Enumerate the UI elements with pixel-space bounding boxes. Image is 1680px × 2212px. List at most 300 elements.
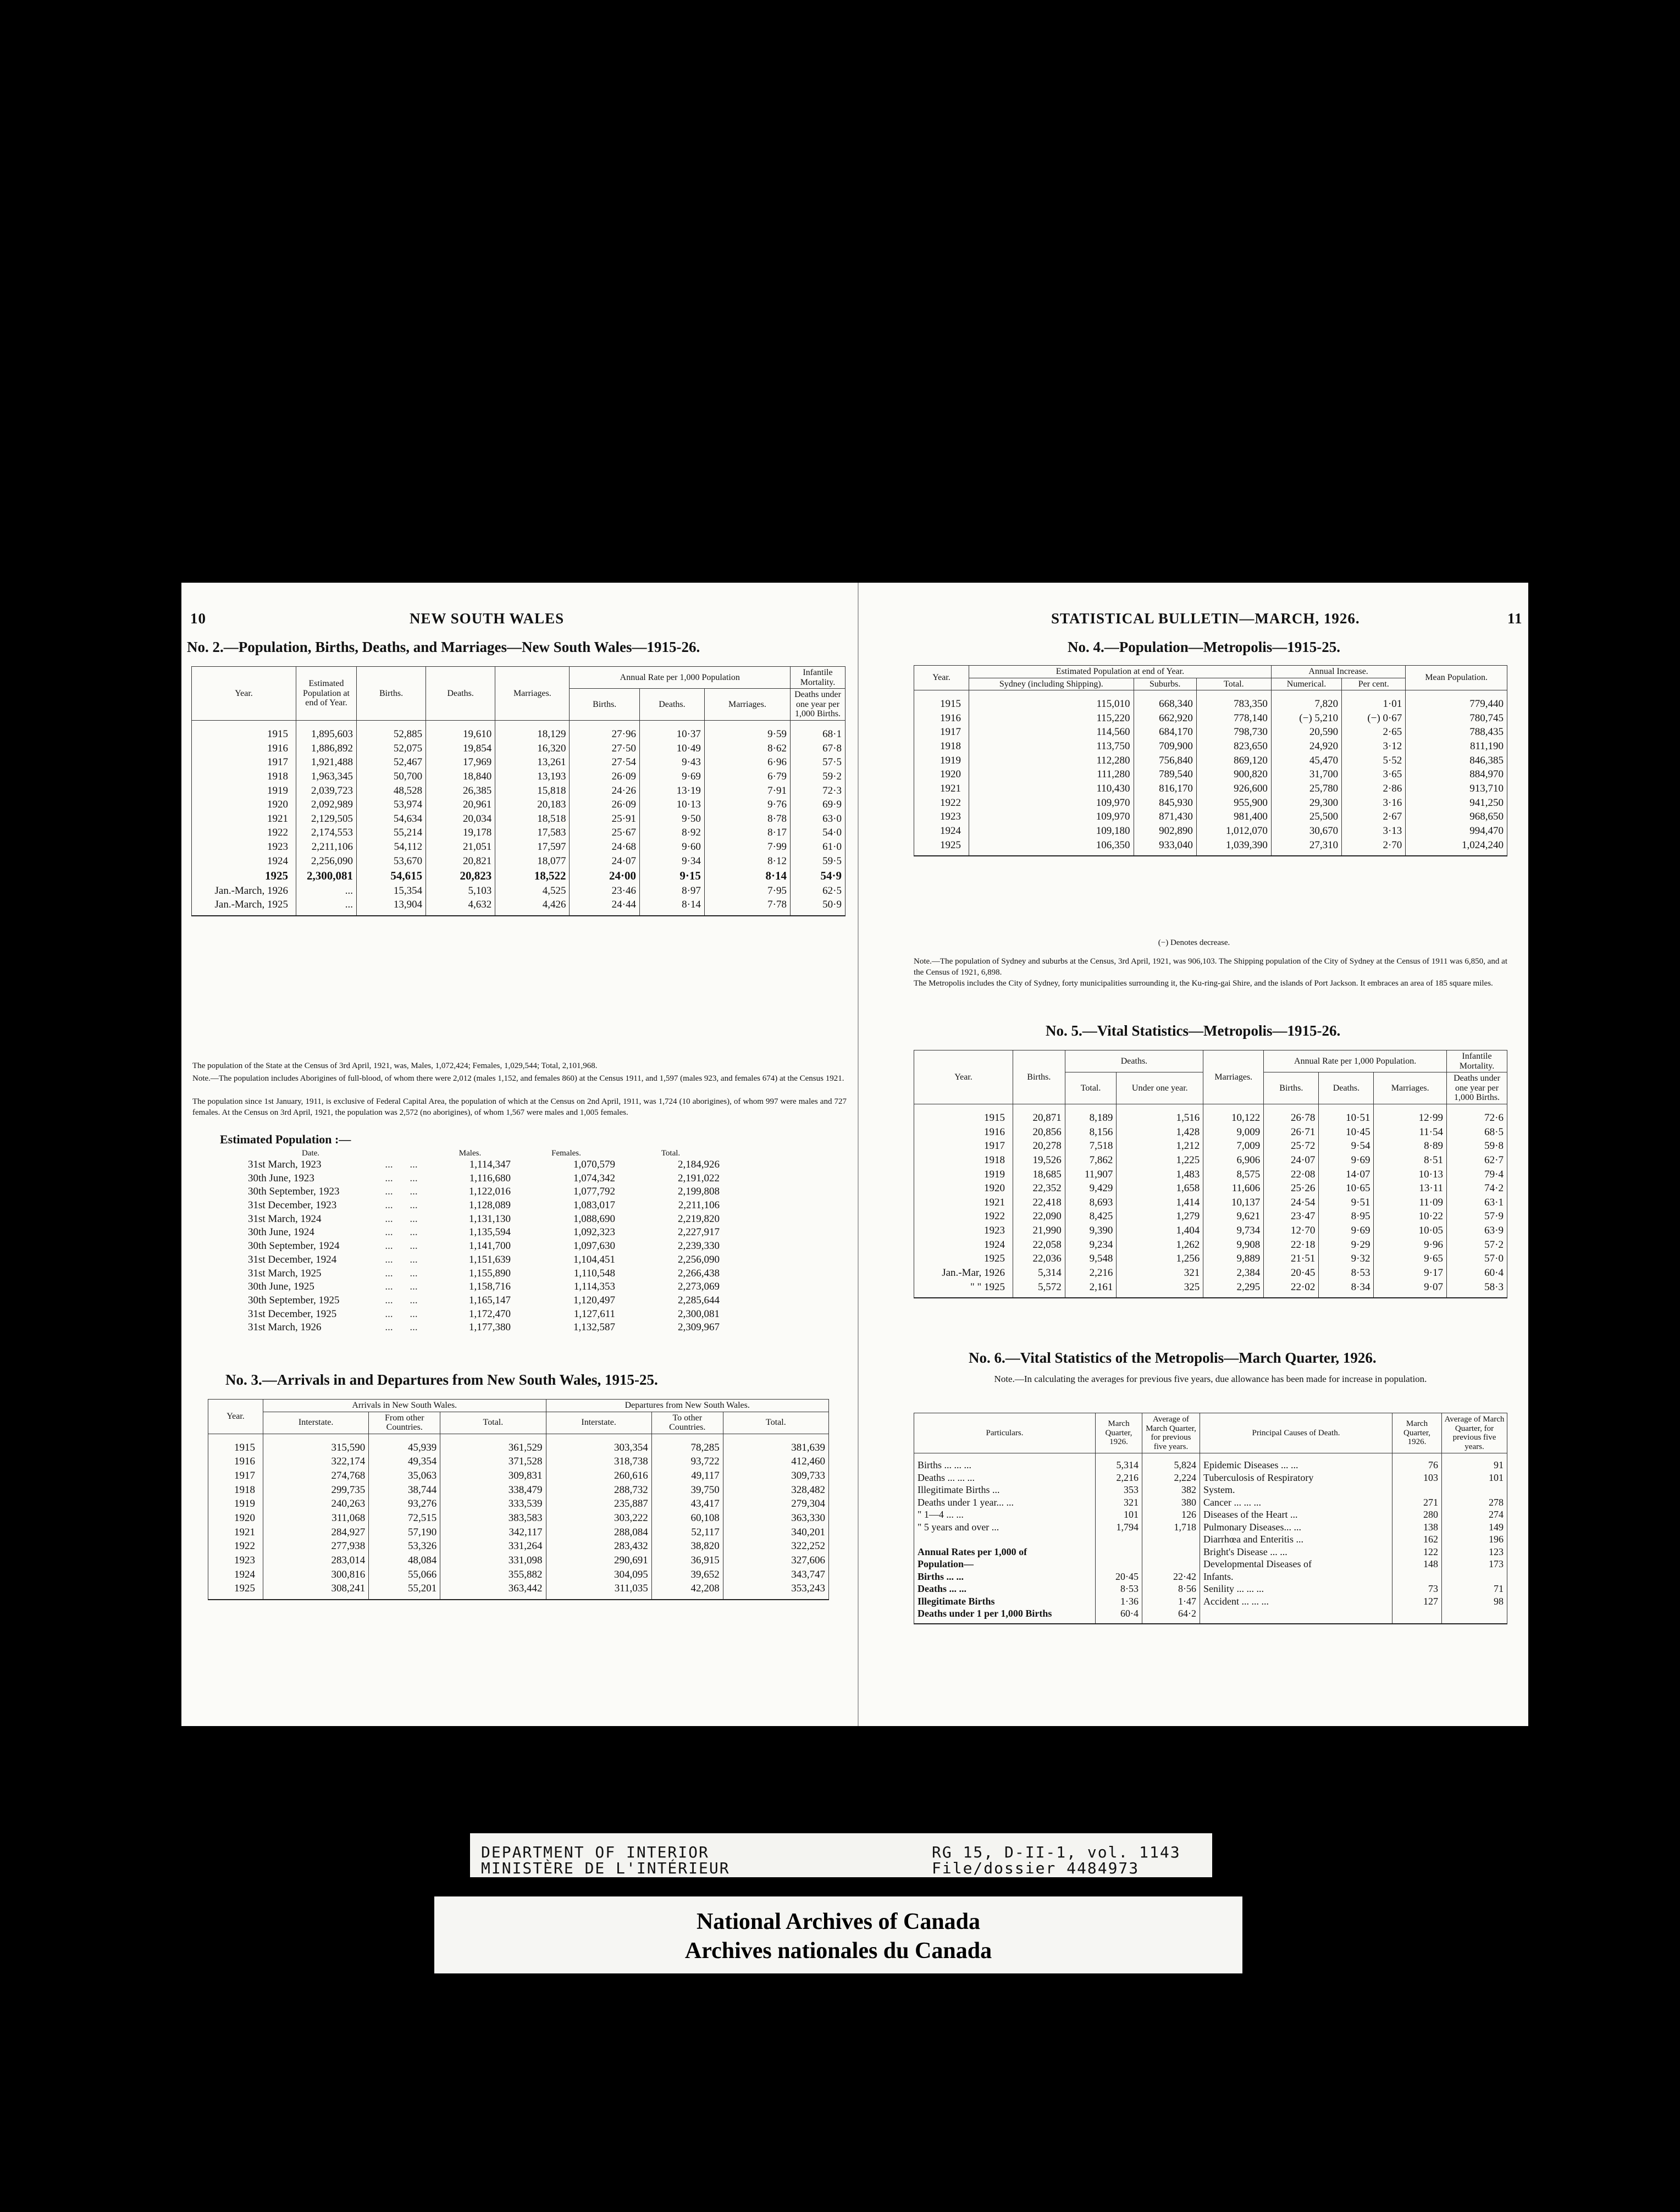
table-cell: 8·89 xyxy=(1374,1139,1447,1153)
table-cell: 50,700 xyxy=(357,770,426,784)
table-cell xyxy=(1200,1607,1392,1624)
archive-label-fr: Archives nationales du Canada xyxy=(684,1938,992,1964)
table-cell: 869,120 xyxy=(1196,754,1271,768)
table-cell: 63·9 xyxy=(1447,1224,1507,1238)
table-cell: 816,170 xyxy=(1134,782,1196,796)
table-cell: 1921 xyxy=(914,782,969,796)
table-cell: 5·52 xyxy=(1342,754,1406,768)
page-number: 11 xyxy=(1507,610,1523,627)
table-cell: ... xyxy=(410,1199,418,1212)
table-row xyxy=(192,784,845,798)
table-cell: 76 xyxy=(1392,1453,1442,1472)
table-cell: 101 xyxy=(1442,1472,1507,1484)
table-cell: 13,904 xyxy=(357,898,426,916)
table-cell: 7·78 xyxy=(704,898,790,916)
col-year: Year. xyxy=(192,667,296,721)
table-cell: 20,871 xyxy=(1013,1104,1065,1125)
table-cell: 31st December, 1924 xyxy=(248,1253,337,1265)
table-cell: 331,264 xyxy=(440,1539,546,1553)
table-cell: ... xyxy=(385,1213,393,1225)
table-cell: 327,606 xyxy=(723,1553,828,1568)
table-cell: Illegitimate Births ... xyxy=(914,1484,1096,1496)
table6 xyxy=(914,1413,1507,1624)
table-cell: 1920 xyxy=(914,1181,1013,1196)
table-cell: 4,632 xyxy=(426,898,495,916)
table-cell: 109,970 xyxy=(969,796,1134,810)
table-row xyxy=(914,824,1507,838)
table-cell: 1915 xyxy=(192,720,296,741)
table-cell: 19,178 xyxy=(426,826,495,840)
table-row xyxy=(914,1252,1507,1266)
table-cell: 994,470 xyxy=(1406,824,1507,838)
table-cell: 2,266,438 xyxy=(678,1267,720,1279)
table-cell: 381,639 xyxy=(723,1434,828,1455)
table-cell: Deaths under 1 per 1,000 Births xyxy=(914,1607,1096,1624)
table-row xyxy=(245,1158,723,1172)
table-cell: 73 xyxy=(1392,1583,1442,1595)
table-cell: 8,693 xyxy=(1065,1196,1117,1210)
table-cell: Jan.-Mar, 1926 xyxy=(914,1266,1013,1280)
table-cell: 9·50 xyxy=(640,812,705,826)
table-cell: 1925 xyxy=(208,1581,263,1600)
col-annual-increase: Annual Increase. xyxy=(1271,666,1405,678)
table-cell: 13·19 xyxy=(640,784,705,798)
page-header xyxy=(864,610,1523,632)
table-cell: 2,224 xyxy=(1142,1472,1200,1484)
table4-title: No. 4.—Population—Metropolis—1915-25. xyxy=(1068,639,1341,655)
table-row xyxy=(208,1497,829,1511)
table-cell: 9,621 xyxy=(1203,1209,1264,1224)
table-cell: 668,340 xyxy=(1134,690,1196,711)
table-cell: 8·14 xyxy=(640,898,705,916)
table-cell: Cancer ... ... ... xyxy=(1200,1496,1392,1509)
table-cell: 933,040 xyxy=(1134,838,1196,856)
table-cell: Deaths ... ... xyxy=(914,1583,1096,1595)
table-cell: 31st March, 1923 xyxy=(248,1159,322,1170)
table-cell: 72·6 xyxy=(1447,1104,1507,1125)
table-cell: 7,518 xyxy=(1065,1139,1117,1153)
table-cell: 8·17 xyxy=(704,826,790,840)
table-cell: 2,384 xyxy=(1203,1266,1264,1280)
table-cell: 1,404 xyxy=(1117,1224,1203,1238)
table-cell: 9·07 xyxy=(1374,1280,1447,1298)
table-cell: 43,417 xyxy=(651,1497,723,1511)
table-cell: 321 xyxy=(1096,1496,1142,1509)
table-cell: 79·4 xyxy=(1447,1168,1507,1182)
table-cell: 811,190 xyxy=(1406,739,1507,754)
table-cell xyxy=(1442,1607,1507,1624)
table-cell: 1921 xyxy=(192,812,296,826)
table-cell: 35,063 xyxy=(369,1469,440,1483)
table-cell: 280 xyxy=(1392,1508,1442,1521)
table-cell: 1,092,323 xyxy=(573,1226,615,1238)
table-cell: 9·69 xyxy=(1319,1224,1374,1238)
table-cell: 1,024,240 xyxy=(1406,838,1507,856)
table-cell: 1918 xyxy=(914,739,969,754)
table-row xyxy=(245,1172,723,1186)
table-cell: 1·36 xyxy=(1096,1595,1142,1608)
table-cell: 6,906 xyxy=(1203,1153,1264,1168)
table-cell: 18,840 xyxy=(426,770,495,784)
table-cell: 288,732 xyxy=(546,1483,651,1497)
table-cell: 779,440 xyxy=(1406,690,1507,711)
table-cell: 1,077,792 xyxy=(573,1186,615,1198)
table-cell: 2,273,069 xyxy=(678,1281,720,1293)
table-cell: 91 xyxy=(1442,1453,1507,1472)
table-cell: 57·9 xyxy=(1447,1209,1507,1224)
table-cell: 114,560 xyxy=(969,725,1134,739)
table-cell: 24·68 xyxy=(570,840,640,854)
table-row xyxy=(192,884,845,898)
table-cell: 18,077 xyxy=(495,854,570,869)
table-cell: 1,128,089 xyxy=(469,1199,511,1212)
table-row xyxy=(914,1209,1507,1224)
table-cell: 25·67 xyxy=(570,826,640,840)
table-cell: 24·07 xyxy=(570,854,640,869)
table-cell: 2·86 xyxy=(1342,782,1406,796)
table-row xyxy=(208,1483,829,1497)
table-row xyxy=(914,1583,1507,1595)
table-cell: 31st March, 1924 xyxy=(248,1213,322,1225)
table-cell: 162 xyxy=(1392,1533,1442,1546)
table-cell xyxy=(1392,1570,1442,1583)
table-cell: 2,211,106 xyxy=(296,840,357,854)
table5-title: No. 5.—Vital Statistics—Metropolis—1915-26. xyxy=(1046,1022,1341,1039)
table-cell: ... xyxy=(410,1172,418,1184)
table-cell: 340,201 xyxy=(723,1525,828,1540)
table-cell: 902,890 xyxy=(1134,824,1196,838)
table-cell: Diarrhœa and Enteritis ... xyxy=(1200,1533,1392,1546)
table-cell: 8·62 xyxy=(704,742,790,756)
table-cell: 2,300,081 xyxy=(296,868,357,883)
table-cell: 25·91 xyxy=(570,812,640,826)
table-cell: 149 xyxy=(1442,1521,1507,1534)
table-cell: 1,083,017 xyxy=(573,1199,615,1212)
col-mean-pop: Mean Population. xyxy=(1406,666,1507,690)
table-cell: 1,104,451 xyxy=(573,1253,615,1265)
table-cell: 22·08 xyxy=(1264,1168,1319,1182)
table-cell: ... xyxy=(385,1253,393,1265)
table4-note-2: The Metropolis includes the City of Sydney, forty municipalities surrounding it, the Ku-ring-gai Shire, and the islands of Port Jackson. It embraces an area of 185 square miles. xyxy=(914,979,1493,988)
table-cell: 1,088,690 xyxy=(573,1213,615,1225)
table-cell: 52,075 xyxy=(357,742,426,756)
table-cell: 322,252 xyxy=(723,1539,828,1553)
table-cell: 1,012,070 xyxy=(1196,824,1271,838)
table-cell: 57·2 xyxy=(1447,1238,1507,1252)
table-cell: 63·0 xyxy=(791,812,845,826)
table-cell: 1924 xyxy=(208,1568,263,1582)
table-cell: 308,241 xyxy=(263,1581,369,1600)
table-cell: 42,208 xyxy=(651,1581,723,1600)
table-cell: ... xyxy=(410,1186,418,1198)
table-cell: 1,135,594 xyxy=(469,1226,511,1238)
table-cell: ... xyxy=(410,1308,418,1320)
table-cell: 23·47 xyxy=(1264,1209,1319,1224)
table-cell: 115,010 xyxy=(969,690,1134,711)
table-cell: 1919 xyxy=(914,754,969,768)
table-cell: 2,256,090 xyxy=(678,1253,720,1265)
table-cell: 1,158,716 xyxy=(469,1281,511,1293)
table-cell: 10·22 xyxy=(1374,1209,1447,1224)
table-cell: 36,915 xyxy=(651,1553,723,1568)
table-cell: 1,212 xyxy=(1117,1139,1203,1153)
table-cell: 12·70 xyxy=(1264,1224,1319,1238)
table-cell: 1,074,342 xyxy=(573,1172,615,1184)
table-row xyxy=(914,1496,1507,1509)
table-cell: 148 xyxy=(1392,1558,1442,1570)
table-cell: 1922 xyxy=(192,826,296,840)
table5-body xyxy=(914,1104,1507,1298)
table-cell: 13·11 xyxy=(1374,1181,1447,1196)
col-deaths: Deaths. xyxy=(426,667,495,721)
table-cell: 8,575 xyxy=(1203,1168,1264,1182)
table-cell: Accident ... ... ... xyxy=(1200,1595,1392,1608)
table-row xyxy=(192,840,845,854)
table-cell: 382 xyxy=(1142,1484,1200,1496)
table-cell: 21·51 xyxy=(1264,1252,1319,1266)
table-cell: 871,430 xyxy=(1134,810,1196,824)
table-cell: 5,103 xyxy=(426,884,495,898)
table-cell: 1916 xyxy=(914,711,969,726)
col-infantile: Infantile Mortality. xyxy=(1447,1050,1507,1072)
table-cell: 1,886,892 xyxy=(296,742,357,756)
table-cell: 25·26 xyxy=(1264,1181,1319,1196)
table3-body xyxy=(208,1434,829,1600)
col-dep-other: To other Countries. xyxy=(651,1412,723,1434)
table-cell: (−) 5,210 xyxy=(1271,711,1341,726)
table-cell: 54,634 xyxy=(357,812,426,826)
table-row xyxy=(914,1266,1507,1280)
table-cell: 353,243 xyxy=(723,1581,828,1600)
table-cell: 1923 xyxy=(208,1553,263,1568)
col-arr-other: From other Countries. xyxy=(369,1412,440,1434)
table-row xyxy=(914,1546,1507,1558)
table-cell: Epidemic Diseases ... ... xyxy=(1200,1453,1392,1472)
table-cell: 10·49 xyxy=(640,742,705,756)
table-cell: 343,747 xyxy=(723,1568,828,1582)
table-cell: 338,479 xyxy=(440,1483,546,1497)
table-cell: 20,278 xyxy=(1013,1139,1065,1153)
table-cell: 61·0 xyxy=(791,840,845,854)
col-females: Females. xyxy=(551,1149,581,1158)
table4-note-1: Note.—The population of Sydney and suburbs at the Census, 3rd April, 1921, was 906,103. The Shipping population of the City of Sydney at the Census of 1911 was 6,850, and at the Census of 1921, 6,898. xyxy=(914,957,1507,977)
table-cell: 321 xyxy=(1117,1266,1203,1280)
table-cell: 20,823 xyxy=(426,868,495,883)
table-cell: 8·51 xyxy=(1374,1153,1447,1168)
table5 xyxy=(914,1050,1507,1298)
table-cell: 5,314 xyxy=(1013,1266,1065,1280)
table-row xyxy=(245,1240,723,1253)
table-cell: 45,470 xyxy=(1271,754,1341,768)
table-cell: 778,140 xyxy=(1196,711,1271,726)
table-cell: 1916 xyxy=(914,1125,1013,1140)
table-row xyxy=(208,1553,829,1568)
table-cell: 68·5 xyxy=(1447,1125,1507,1140)
table-cell: 1923 xyxy=(914,1224,1013,1238)
table-cell: 1,225 xyxy=(1117,1153,1203,1168)
table-cell: 1915 xyxy=(208,1434,263,1455)
col-arrivals: Arrivals in New South Wales. xyxy=(263,1400,546,1412)
table-cell: 22·42 xyxy=(1142,1570,1200,1583)
table4 xyxy=(914,665,1507,856)
table-cell: 303,222 xyxy=(546,1511,651,1525)
table-cell: 24,920 xyxy=(1271,739,1341,754)
col-rate-marriages: Marriages. xyxy=(704,689,790,721)
table-cell: 31st March, 1926 xyxy=(248,1321,322,1334)
table-cell: 10·13 xyxy=(640,798,705,812)
table-cell: 288,084 xyxy=(546,1525,651,1540)
table-cell: 900,820 xyxy=(1196,767,1271,782)
col-march-q2: March Quarter, 1926. xyxy=(1392,1413,1442,1453)
col-total: Total. xyxy=(1196,678,1271,690)
table-cell: ... xyxy=(385,1186,393,1198)
table-row xyxy=(914,1595,1507,1608)
table-row xyxy=(914,1508,1507,1521)
table-cell: 1,963,345 xyxy=(296,770,357,784)
table-cell: 54·9 xyxy=(791,868,845,883)
table-cell: 9·54 xyxy=(1319,1139,1374,1153)
table-cell: 240,263 xyxy=(263,1497,369,1511)
col-year: Year. xyxy=(914,666,969,690)
table-cell: 1,262 xyxy=(1117,1238,1203,1252)
table-cell: 30,670 xyxy=(1271,824,1341,838)
table-cell: 20,961 xyxy=(426,798,495,812)
table-cell: ... xyxy=(410,1226,418,1238)
table-cell: 1,132,587 xyxy=(573,1321,615,1334)
table-row xyxy=(192,755,845,770)
col-suburbs: Suburbs. xyxy=(1134,678,1196,690)
table-cell: 303,354 xyxy=(546,1434,651,1455)
table-cell: 110,430 xyxy=(969,782,1134,796)
table-cell: 798,730 xyxy=(1196,725,1271,739)
table-cell: 49,117 xyxy=(651,1469,723,1483)
table-cell: ... xyxy=(385,1267,393,1279)
table-cell: 1,165,147 xyxy=(469,1294,511,1306)
table-cell: Jan.-March, 1925 xyxy=(192,898,296,916)
table-cell: 1918 xyxy=(192,770,296,784)
table-cell: 1924 xyxy=(192,854,296,869)
col-rate-births: Births. xyxy=(570,689,640,721)
table-cell: 52,117 xyxy=(651,1525,723,1540)
table-cell: 1917 xyxy=(208,1469,263,1483)
col-march-q: March Quarter, 1926. xyxy=(1096,1413,1142,1453)
col-males: Males. xyxy=(458,1149,482,1158)
table-cell: 57·5 xyxy=(791,755,845,770)
table-cell: 54·0 xyxy=(791,826,845,840)
table-cell: 283,014 xyxy=(263,1553,369,1568)
table-cell: 20,183 xyxy=(495,798,570,812)
table-cell: 7,009 xyxy=(1203,1139,1264,1153)
table6-note: Note.—In calculating the averages for previous five years, due allowance has been made for increase in population. xyxy=(994,1374,1427,1384)
table-cell: 271 xyxy=(1392,1496,1442,1509)
table-cell: 845,930 xyxy=(1134,796,1196,810)
table-cell: 756,840 xyxy=(1134,754,1196,768)
table-cell: 2·67 xyxy=(1342,810,1406,824)
table-row xyxy=(245,1226,723,1240)
table-cell: 22,352 xyxy=(1013,1181,1065,1196)
table-cell: 1,172,470 xyxy=(469,1308,511,1320)
table-cell: 1919 xyxy=(192,784,296,798)
table-cell: 1,116,680 xyxy=(469,1172,511,1184)
table-row xyxy=(914,782,1507,796)
table-cell xyxy=(1096,1558,1142,1570)
table-cell: 4,525 xyxy=(495,884,570,898)
table-cell: 9,009 xyxy=(1203,1125,1264,1140)
archive-label xyxy=(434,1896,1242,1973)
table-cell: 19,854 xyxy=(426,742,495,756)
table-cell: 6·96 xyxy=(704,755,790,770)
table-cell: 48,084 xyxy=(369,1553,440,1568)
table-cell: 98 xyxy=(1442,1595,1507,1608)
table-cell: 122 xyxy=(1392,1546,1442,1558)
table-cell: 67·8 xyxy=(791,742,845,756)
table-cell: 62·7 xyxy=(1447,1153,1507,1168)
table-cell: 9,889 xyxy=(1203,1252,1264,1266)
table-cell: 333,539 xyxy=(440,1497,546,1511)
right-page xyxy=(858,583,1528,1726)
col-rate-deaths: Deaths. xyxy=(640,689,705,721)
table-cell: 1916 xyxy=(208,1455,263,1469)
table-cell: 11,606 xyxy=(1203,1181,1264,1196)
table-cell: 2,174,553 xyxy=(296,826,357,840)
table-cell: Senility ... ... ... xyxy=(1200,1583,1392,1595)
table-cell: 1920 xyxy=(192,798,296,812)
table-cell: 10·37 xyxy=(640,720,705,741)
table-cell: 173 xyxy=(1442,1558,1507,1570)
table-cell: 31st March, 1925 xyxy=(248,1267,322,1279)
table-row xyxy=(192,720,845,741)
table-cell: 1918 xyxy=(914,1153,1013,1168)
table-cell: 101 xyxy=(1096,1508,1142,1521)
col-year: Year. xyxy=(208,1400,263,1434)
table-cell: 3·13 xyxy=(1342,824,1406,838)
table-cell: 9,548 xyxy=(1065,1252,1117,1266)
table-cell xyxy=(1096,1533,1142,1546)
table-cell: 30th September, 1924 xyxy=(248,1240,340,1252)
table-cell: 9·96 xyxy=(1374,1238,1447,1252)
table-cell: 1,718 xyxy=(1142,1521,1200,1534)
table-cell: 1920 xyxy=(914,767,969,782)
table-cell xyxy=(1392,1607,1442,1624)
table-cell: 9·51 xyxy=(1319,1196,1374,1210)
table-row xyxy=(914,739,1507,754)
table-cell: 10·13 xyxy=(1374,1168,1447,1182)
table-cell: 30th September, 1925 xyxy=(248,1294,340,1306)
table-cell: 30th June, 1923 xyxy=(248,1172,314,1184)
col-est-pop: Estimated Population at end of Year. xyxy=(296,667,357,721)
table-cell: 1·47 xyxy=(1142,1595,1200,1608)
table-cell: 9·29 xyxy=(1319,1238,1374,1252)
table-cell: 9,390 xyxy=(1065,1224,1117,1238)
table-cell: 9,429 xyxy=(1065,1181,1117,1196)
table-cell: 58·3 xyxy=(1447,1280,1507,1298)
archive-file: File/dossier 4484973 xyxy=(932,1859,1140,1878)
estimated-population-title: Estimated Population :— xyxy=(220,1132,351,1146)
col-under-one: Under one year. xyxy=(1117,1072,1203,1104)
page-header xyxy=(187,610,852,632)
table-cell: 380 xyxy=(1142,1496,1200,1509)
table-cell: 8,189 xyxy=(1065,1104,1117,1125)
estimated-population-table xyxy=(245,1149,723,1335)
table-row xyxy=(245,1294,723,1308)
table-cell: 13,261 xyxy=(495,755,570,770)
table-cell: 363,442 xyxy=(440,1581,546,1600)
table-cell: 1,428 xyxy=(1117,1125,1203,1140)
table-cell: 53,974 xyxy=(357,798,426,812)
table-cell: ... xyxy=(410,1213,418,1225)
table-cell: 1916 xyxy=(192,742,296,756)
table-cell: 363,330 xyxy=(723,1511,828,1525)
